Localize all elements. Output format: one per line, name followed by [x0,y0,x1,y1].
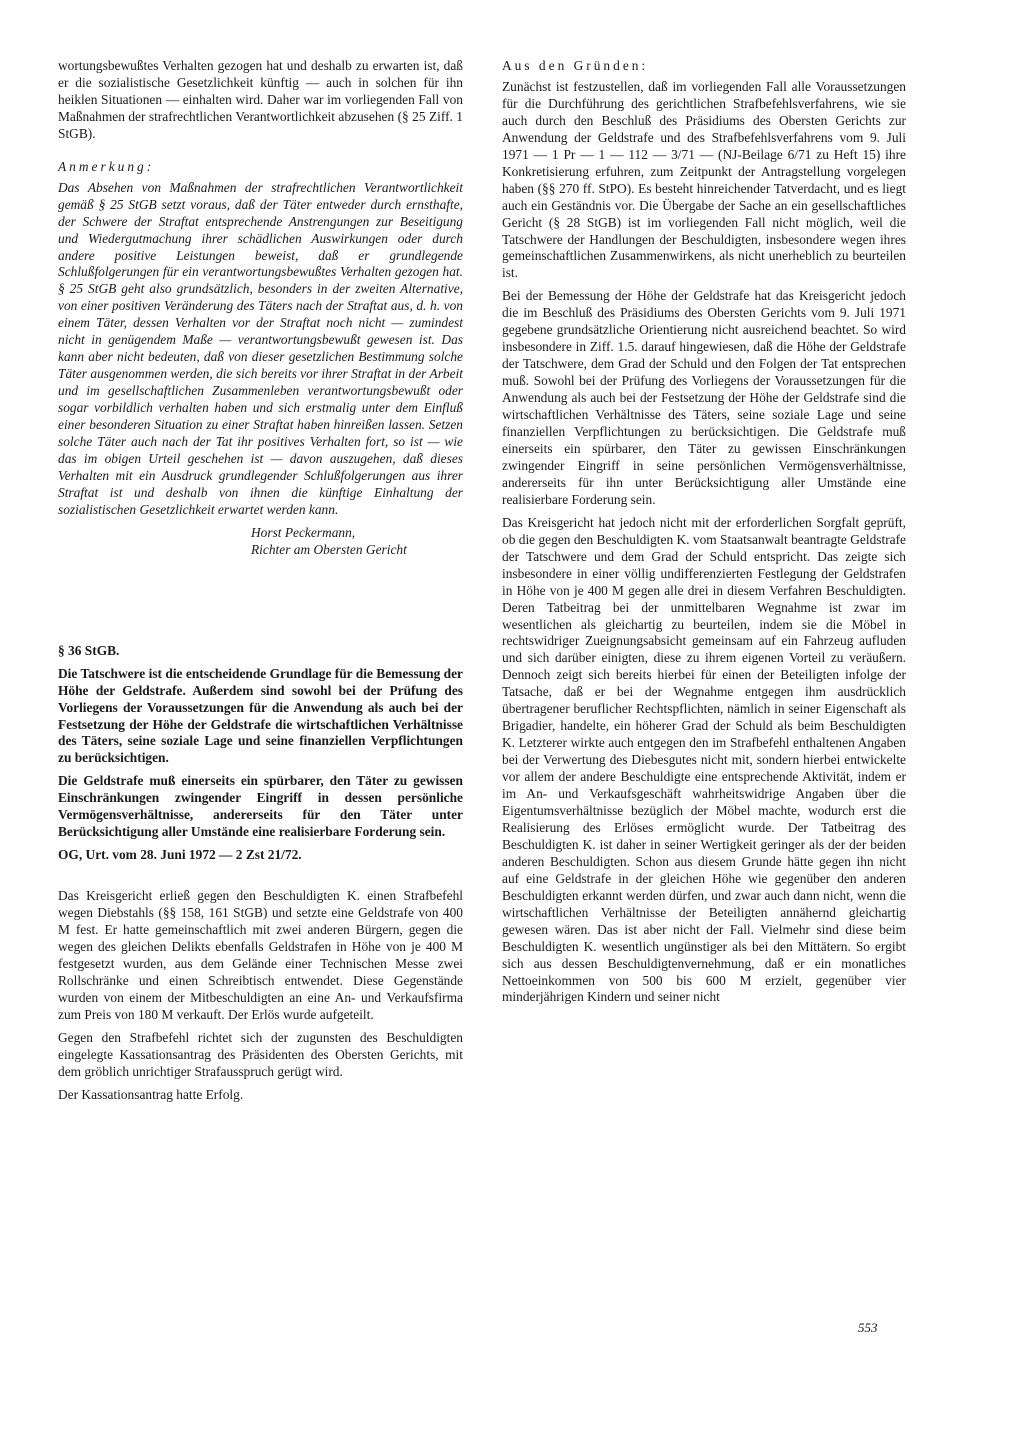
result-paragraph: Der Kassationsantrag hatte Erfolg. [58,1086,244,1102]
reasons-paragraph-1: Zunächst ist festzustellen, daß im vorliegenden Fall alle Voraussetzungen für die Durchführung des gerichtlichen Strafbefehlsverfahrens, wie sie auch durch den Beschluß des Präsidiums des Obersten Gerichts zur Anwendung der Geldstrafe und des Strafbefehlsverfahrens vom 9. Juli 1971 — 1 Pr — 1 — 112 — 3/71 — (NJ-Beilage 6/71 zu Heft 15) ihre Konkretisierung erfuhren, zum Zeitpunkt der Antragstellung vorgelegen haben (§§ 270 ff. StPO). Es besteht hinreichender Tatverdacht, und es liegt auch ein Geständnis vor. Die Übergabe der Sache an ein gesellschaftliches Gericht (§ 28 StGB) ist im vorliegenden Fall nicht möglich, weil die Tatschwere der Handlungen der Beschuldigten, insbesondere wegen ihres gemeinschaftlichen Zusammenwirkens, als nicht unerheblich zu beurteilen ist. [502,78,906,281]
reasons-heading: Aus den Gründen: [502,58,649,73]
decision-reference: OG, Urt. vom 28. Juni 1972 — 2 Zst 21/72. [58,847,302,863]
page-number: 553 [858,1320,878,1335]
left-column [58,58,463,1110]
right-column [502,58,906,1012]
section-reference: § 36 StGB. [58,642,120,658]
reasons-paragraph-2: Bei der Bemessung der Höhe der Geldstrafe hat das Kreisgericht jedoch die im Beschluß des Präsidiums des Obersten Gerichts vom 9. Juli 1971 gegebene grundsätzliche Orientierung nicht ausreichend beachtet. So wird insbesondere in Ziff. 1.5. darauf hingewiesen, daß die Höhe der Geldstrafe der Tatschwere, dem Grad der Schuld und den Folgen der Tat entsprechen muß. Sowohl bei der Prüfung des Vorliegens der Voraussetzungen für die Anwendung als auch bei der Festsetzung der Höhe der Geldstrafe sind die wirtschaftlichen Verhältnisse des Täters, seine soziale Lage und seine finanziellen Verpflichtungen zu berücksichtigen. Die Geldstrafe muß einerseits ein spürbarer, den Täter zu gewissen Einschränkungen zwingender Eingriff in seine persönlichen Vermögensverhältnisse, andererseits für ihn unter Berücksichtigung aller Umstände eine realisierbare Forderung sein. [502,288,906,507]
signature-title: Richter am Obersten Gericht [251,541,407,557]
intro-paragraph: wortungsbewußtes Verhalten gezogen hat und deshalb zu erwarten ist, daß er die sozialistische Gesetzlichkeit künftig — auch in solchen für ihn heiklen Situationen — einhalten wird. Daher war im vorliegenden Fall von Maßnahmen der strafrechtlichen Verantwortlichkeit abzusehen (§ 25 Ziff. 1 StGB). [58,58,463,141]
headnote-paragraph-2: Die Geldstrafe muß einerseits ein spürbarer, den Täter zu gewissen Einschränkungen zwingender Eingriff in dessen persönliche Vermögensverhältnisse, andererseits für den Täter unter Berücksichtigung aller Umstände eine realisierbare Forderung sein. [58,773,463,840]
note-paragraph: Das Absehen von Maßnahmen der strafrechtlichen Verantwortlichkeit gemäß § 25 StGB setzt voraus, daß der Täter entweder durch ernsthafte, der Schwere der Straftat entsprechende Anstrengungen zur Beseitigung und Wiedergutmachung ihrer schädlichen Auswirkungen oder durch andere positive Leistungen beweist, daß er grundlegende Schlußfolgerungen für ein verantwortungsbewußtes Verhalten gezogen hat. § 25 StGB geht also grundsätzlich, besonders in der zweiten Alternative, von einer positiven Veränderung des Täters nach der Straftat aus, d. h. von einem Täter, dessen Verhalten vor der Straftat noch nicht — zumindest nicht in genügendem Maße — verantwortungsbewußt gewesen ist. Das kann aber nicht bedeuten, daß von dieser gesetzlichen Bestimmung solche Täter ausgenommen werden, die sich bereits vor ihrer Straftat in der Arbeit und im gesellschaftlichen Zusammenleben verantwortungsbewußt oder sogar vorbildlich verhalten haben und sich erstmalig unter dem Einfluß einer besonderen Situation zu einer Straftat haben hinreißen lassen. Setzen solche Täter auch nach der Tat ihr positives Verhalten fort, so ist — wie das im obigen Urteil geschehen ist — davon auszugehen, daß dieses Verhalten mit ein Ausdruck grundlegender Schlußfolgerungen aus ihrer Straftat ist und deshalb von ihnen die künftige Einhaltung der sozialistischen Gesetzlichkeit erwartet werden kann. [58,179,463,517]
facts-paragraph: Das Kreisgericht erließ gegen den Beschuldigten K. einen Strafbefehl wegen Diebstahls (§§ 158, 161 StGB) und setzte eine Geldstrafe von 400 M fest. Er hatte gemeinschaftlich mit zwei anderen Bürgern, gegen die wegen des gleichen Delikts ebenfalls Geldstrafen in Höhe von je 400 M festgesetzt wurden, aus dem Gelände einer Technischen Messe zwei Rollschränke und einen Schreibtisch entwendet. Diese Gegenstände wurden von einem der Mitbeschuldigten an eine An- und Verkaufsfirma zum Preis von 180 M verkauft. Der Erlös wurde aufgeteilt. [58,888,463,1022]
appeal-paragraph: Gegen den Strafbefehl richtet sich der zugunsten des Beschuldigten eingelegte Kassationsantrag des Präsidenten des Obersten Gerichts, mit dem gröblich unrichtiger Strafausspruch gerügt wird. [58,1029,463,1079]
signature-name: Horst Peckermann, [251,524,356,540]
headnote-paragraph-1: Die Tatschwere ist die entscheidende Grundlage für die Bemessung der Höhe der Geldstrafe. Außerdem sind sowohl bei der Prüfung des Vorliegens der Voraussetzungen für die Anwendung als auch bei der Festsetzung der Höhe der Geldstrafe die wirtschaftlichen Verhältnisse des Täters, seine soziale Lage und seine finanziellen Verpflichtungen zu berücksichtigen. [58,665,463,766]
note-heading: Anmerkung: [58,158,155,174]
reasons-paragraph-3: Das Kreisgericht hat jedoch nicht mit der erforderlichen Sorgfalt geprüft, ob die gegen den Beschuldigten K. vom Staatsanwalt beantragte Geldstrafe der Tatschwere und dem Grad der Schuld entspricht. Das zeigte sich insbesondere in einer völlig undifferenzierten Festlegung der Geldstrafen in Höhe von je 400 M gegen alle drei in diesem Verfahren Beschuldigten. Deren Tatbeitrag bei der unmittelbaren Wegnahme ist zwar im wesentlichen als gleichartig zu beurteilen, indem sie die Möbel in rechtswidriger Zueignungsabsicht gemeinsam auf ein Fahrzeug aufluden und sich darüber einigten, diese zu ihrem eigenen Vorteil zu veräußern. Dennoch zeigt sich bereits hierbei für einen der Beteiligten infolge der Tatsache, daß er bei der Wegnahme entgegen ihm ausdrücklich übertragener beruflicher Rechtspflichten, nämlich in seiner Eigenschaft als Brigadier, handelte, ein höherer Grad der Schuld als beim Beschuldigten K. Letzterer wirkte auch entgegen den im Strafbefehl enthaltenen Angaben bei der Verwertung des Diebesgutes nicht mit, sondern hierbei entwickelte vor allem der andere Beschuldigte eine entsprechende Aktivität, indem er im An- und Verkaufsgeschäft wahrheitswidrige Angaben über die Eigentumsverhältnisse bezüglich der Möbel machte, wodurch erst die Realisierung des Erlöses ermöglicht wurde. Der Tatbeitrag des Beschuldigten K. ist daher in seiner Wertigkeit geringer als der der beiden anderen Beschuldigten. Schon aus diesem Grunde hätte gegen ihn nicht auf eine Geldstrafe in der gleichen Höhe wie gegenüber den anderen Beschuldigten erkannt werden dürfen, und zwar auch dann nicht, wenn die wirtschaftlichen Verhältnisse der Beteiligten annähernd gleichartig gewesen wären. Das ist aber nicht der Fall. Vielmehr sind diese beim Beschuldigten K. wesentlich ungünstiger als bei den Mittätern. So ergibt sich aus dessen Beschuldigtenvernehmung, daß er ein monatliches Nettoeinkommen von 500 bis 600 M erzielt, gegenüber vier minderjährigen Kindern und seiner nicht [502,514,906,1005]
